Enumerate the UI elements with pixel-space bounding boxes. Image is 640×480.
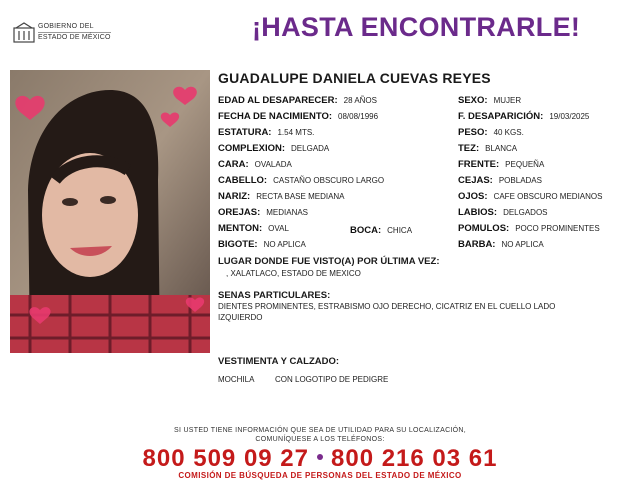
field-frente: FRENTE: PEQUEÑA	[458, 159, 545, 170]
lugar-value: , XALATLACO, ESTADO DE MEXICO	[226, 269, 361, 278]
field-peso: PESO: 40 KGS.	[458, 127, 524, 138]
separator-dot-icon	[317, 454, 323, 460]
field-bigote: BIGOTE: NO APLICA	[218, 239, 306, 250]
gov-line2: ESTADO DE MÉXICO	[38, 34, 111, 41]
field-boca: BOCA: CHICA	[350, 225, 413, 236]
field-cejas: CEJAS: POBLADAS	[458, 175, 542, 186]
gov-line1: GOBIERNO DEL	[38, 23, 111, 33]
government-name	[38, 23, 111, 42]
vestimenta-label: VESTIMENTA Y CALZADO:	[218, 356, 340, 367]
field-ojos: OJOS: CAFE OBSCURO MEDIANOS	[458, 191, 603, 202]
field-labios: LABIOS: DELGADOS	[458, 207, 548, 218]
field-edad: EDAD AL DESAPARECER: 28 AÑOS	[218, 95, 377, 106]
field-cabello: CABELLO: CASTAÑO OBSCURO LARGO	[218, 175, 385, 186]
comision-name: COMISIÓN DE BÚSQUEDA DE PERSONAS DEL ESTADO DE MÉXICO	[178, 471, 462, 480]
senas-line1: DIENTES PROMINENTES, ESTRABISMO OJO DERECHO, CICATRIZ EN EL CUELLO LADO	[218, 302, 556, 311]
vestimenta-desc: CON LOGOTIPO DE PEDIGRE	[275, 375, 389, 384]
missing-person-photo	[10, 70, 210, 353]
headline: ¡HASTA ENCONTRARLE!	[252, 12, 581, 42]
phone-2: 800 216 03 61	[331, 445, 498, 472]
field-desaparicion: F. DESAPARICIÓN: 19/03/2025	[458, 111, 590, 122]
footer-note-line2: COMUNÍQUESE A LOS TELÉFONOS:	[255, 436, 385, 443]
person-name: GUADALUPE DANIELA CUEVAS REYES	[218, 70, 491, 86]
phone-numbers	[0, 445, 640, 473]
lugar-label: LUGAR DONDE FUE VISTO(A) POR ÚLTIMA VEZ:	[218, 256, 440, 267]
field-cara: CARA: OVALADA	[218, 159, 292, 170]
field-estatura: ESTATURA: 1.54 MTS.	[218, 127, 315, 138]
footer-note-line1: SI USTED TIENE INFORMACIÓN QUE SEA DE UTILIDAD PARA SU LOCALIZACIÓN,	[173, 427, 467, 434]
field-pomulos: POMULOS: POCO PROMINENTES	[458, 223, 600, 234]
senas-label: SENAS PARTICULARES:	[218, 290, 331, 301]
phone-1: 800 509 09 27	[142, 445, 309, 472]
senas-line2: IZQUIERDO	[218, 313, 263, 322]
field-nacimiento: FECHA DE NACIMIENTO: 08/08/1996	[218, 111, 379, 122]
field-barba: BARBA: NO APLICA	[458, 239, 544, 250]
field-orejas: OREJAS: MEDIANAS	[218, 207, 309, 218]
field-sexo: SEXO: MUJER	[458, 95, 522, 106]
field-tez: TEZ: BLANCA	[458, 143, 518, 154]
field-complexion: COMPLEXION: DELGADA	[218, 143, 330, 154]
field-nariz: NARIZ: RECTA BASE MEDIANA	[218, 191, 345, 202]
vestimenta-item: MOCHILA	[218, 375, 255, 384]
field-menton: MENTON: OVAL	[218, 223, 289, 234]
state-coat-of-arms-icon	[12, 22, 36, 44]
